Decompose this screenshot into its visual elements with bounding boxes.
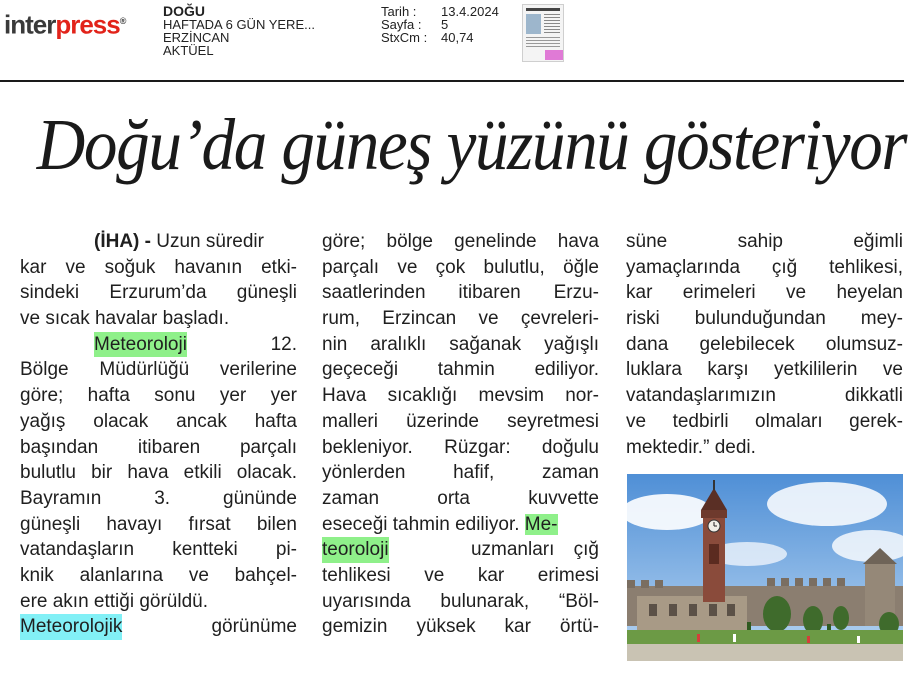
stxcm-value: 40,74 bbox=[441, 30, 474, 45]
highlighted-keyword: Meteoroloji bbox=[94, 332, 187, 358]
text-line: riski bulunduğundan mey- bbox=[626, 308, 903, 330]
text-line: dana gelebilecek olumsuz- bbox=[626, 333, 903, 355]
text-line: vatandaşlarımızın dikkatli bbox=[626, 385, 903, 407]
text-line: başından itibaren parçalı bbox=[20, 436, 297, 458]
text-line: vatandaşların kentteki pi- bbox=[20, 539, 297, 561]
publication-frequency: HAFTADA 6 GÜN YERE... bbox=[163, 17, 315, 32]
article-column-3 bbox=[626, 229, 903, 460]
date-label: Tarih : bbox=[381, 4, 417, 19]
text-line: göre; bölge genelinde hava bbox=[322, 231, 599, 252]
article-headline: Doğu’da güneş yüzünü gösteriyor bbox=[36, 104, 907, 185]
text-line: mektedir.” dedi. bbox=[626, 436, 756, 458]
text-line: zaman orta kuvvette bbox=[322, 487, 599, 509]
text-line: luklara karşı yetkililerin ve bbox=[626, 359, 903, 381]
text-line: tehlikesi ve kar erimesi bbox=[322, 564, 599, 586]
text-line: saatlerinden itibaren Erzu- bbox=[322, 282, 599, 304]
text-line: kar erimeleri ve heyelan bbox=[626, 282, 903, 304]
text-line: ve sıcak havalar başladı. bbox=[20, 308, 230, 330]
article-column-2 bbox=[322, 229, 599, 640]
highlighted-keyword: Meteorolojik bbox=[20, 614, 122, 640]
text-line: Meteorolojik görünüme bbox=[20, 614, 297, 640]
text-line: sindeki Erzurum’da güneşli bbox=[20, 282, 297, 304]
text-line: güneşli havayı fırsat bilen bbox=[20, 513, 297, 535]
text-line: geçeceği tahmin ediliyor. bbox=[322, 359, 599, 381]
page-value: 5 bbox=[441, 17, 449, 32]
text-line: rum, Erzincan ve çevreleri- bbox=[322, 308, 599, 330]
publication-city: ERZİNCAN bbox=[163, 30, 230, 45]
text-line: göre; hafta sonu yer yer bbox=[20, 385, 297, 407]
highlighted-keyword: teoroloji bbox=[322, 537, 389, 563]
text-line: kar ve soğuk havanın etki- bbox=[20, 256, 297, 278]
text-line: gemizin yüksek kar örtü- bbox=[322, 616, 599, 638]
text-line: teoroloji uzmanları çığ bbox=[322, 537, 599, 563]
text-line: uyarısında bulunarak, “Böl- bbox=[322, 590, 599, 612]
stxcm-label: StxCm : bbox=[381, 30, 428, 45]
publication-info bbox=[163, 5, 315, 57]
text-line: (İHA) - Uzun süredir bbox=[94, 231, 264, 252]
text-line: yamaçlarında çığ tehlikesi, bbox=[626, 256, 903, 278]
text-line: eseceği tahmin ediliyor. Me- bbox=[322, 513, 558, 535]
text-line: ere akın ettiği görüldü. bbox=[20, 590, 209, 612]
text-line: knik alanlarına ve bahçel- bbox=[20, 564, 297, 586]
text-line: Bayramın 3. gününde bbox=[20, 487, 297, 509]
interpress-logo: interpress® bbox=[4, 9, 126, 40]
publication-name: DOĞU bbox=[163, 3, 205, 19]
text-line: yağış olacak ancak hafta bbox=[20, 410, 297, 432]
page-thumbnail-icon[interactable] bbox=[522, 4, 564, 62]
news-agency-source: (İHA) - bbox=[94, 231, 157, 252]
text-line: malleri üzerinde seyretmesi bbox=[322, 410, 599, 432]
text-line: Bölge Müdürlüğü verilerine bbox=[20, 359, 297, 381]
text-line: parçalı ve çok bulutlu, öğle bbox=[322, 256, 599, 278]
text-line: ve tedbirli olmaları gerek- bbox=[626, 410, 903, 432]
clock-tower-photo bbox=[627, 474, 903, 661]
date-value: 13.4.2024 bbox=[441, 4, 499, 19]
page-label: Sayfa : bbox=[381, 17, 422, 32]
text-line: Meteoroloji 12. bbox=[20, 332, 297, 358]
text-line: yönlerden hafif, zaman bbox=[322, 462, 599, 484]
header-divider bbox=[0, 80, 904, 82]
text-line: süne sahip eğimli bbox=[626, 231, 903, 252]
clipping-details bbox=[381, 5, 499, 44]
publication-section: AKTÜEL bbox=[163, 43, 214, 58]
text-line: bekleniyor. Rüzgar: doğulu bbox=[322, 436, 599, 458]
text-line: Hava sıcaklığı mevsim nor- bbox=[322, 385, 599, 407]
text-line: nin aralıklı sağanak yağışlı bbox=[322, 333, 599, 355]
article-column-1 bbox=[20, 229, 297, 640]
highlighted-keyword: Me- bbox=[524, 513, 558, 535]
text-line: bulutlu bir hava etkili olacak. bbox=[20, 462, 297, 484]
